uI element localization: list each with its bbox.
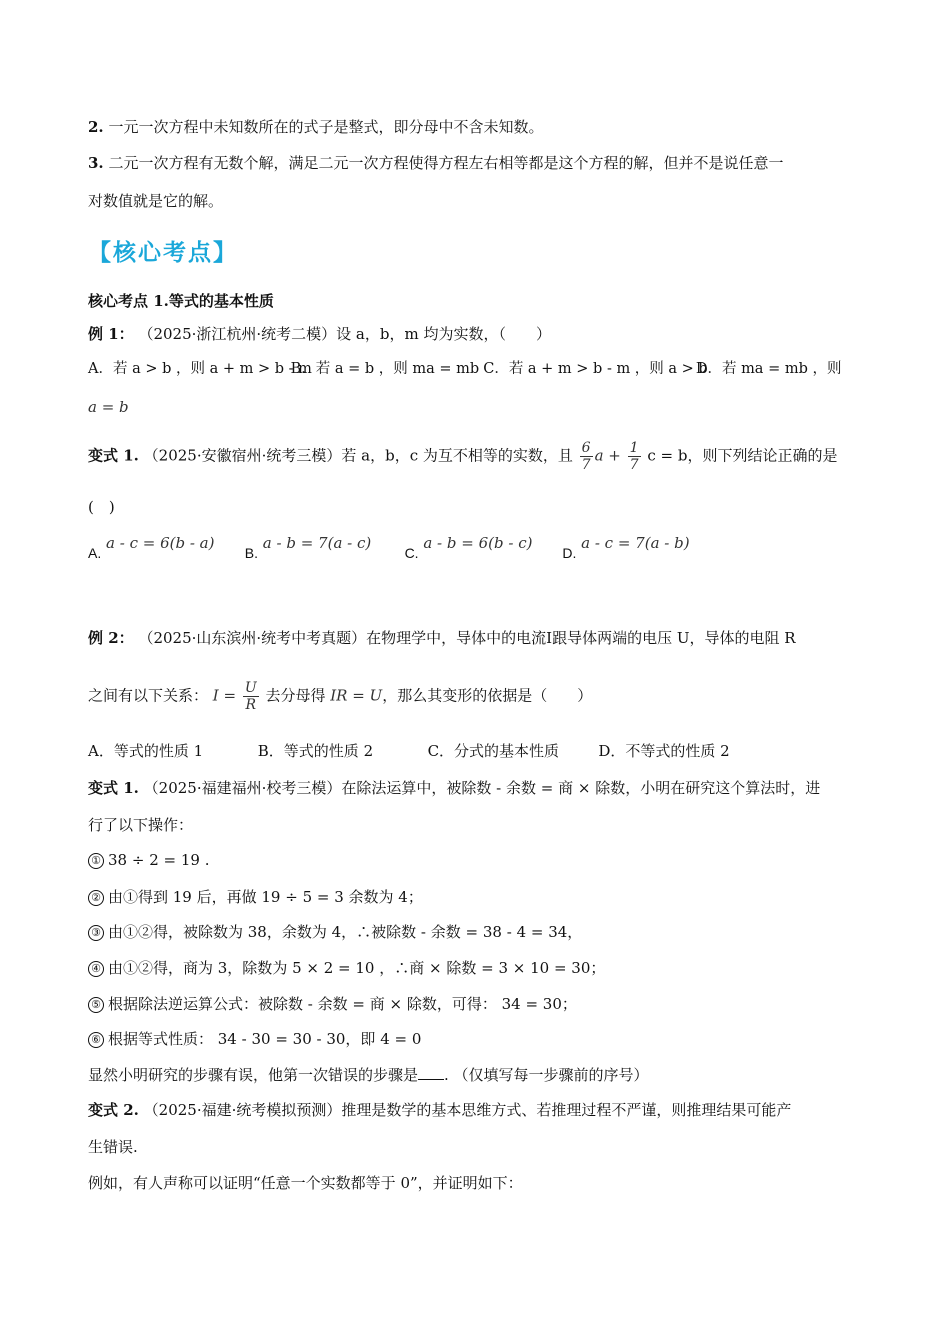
example-1-option-b: B．若 a = b ，则 ma = mb (290, 361, 480, 377)
variant-2-stem-cont: 生错误. (88, 1138, 138, 1156)
variant-1b-stem: 变式 1. （2025·福建福州·校考三模）在除法运算中，被除数 - 余数 = 商 × 除数，小明在研究这个算法时，进 (88, 779, 821, 797)
variant-1-text-b: c = b，则下列结论正确的是 (647, 446, 838, 465)
example-2-option-a: A．等式的性质 1 (88, 742, 204, 760)
variant-1-option-a: A. a - c = 6(b - a) (88, 534, 215, 561)
example-1-options (88, 358, 868, 380)
example-2-option-d: D．不等式的性质 2 (598, 742, 730, 760)
example-1-stem (88, 323, 868, 345)
note-3-cont: 对数值就是它的解。 (88, 192, 224, 210)
variant-2-example: 例如，有人声称可以证明“任意一个实数都等于 0”，并证明如下： (88, 1174, 523, 1192)
topic-heading: 核心考点 1.等式的基本性质 (88, 292, 274, 310)
variant-2-label: 变式 2. (88, 1101, 139, 1119)
example-2-text: （2025·山东滨州·统考中考真题）在物理学中，导体中的电流Ⅰ跟导体两端的电压 U，导体的电阻 R (138, 629, 796, 647)
note-3-text: 二元一次方程有无数个解，满足二元一次方程使得方程左右相等都是这个方程的解，但并不是说任意一 (108, 154, 784, 172)
example-2-option-c: C．分式的基本性质 (427, 742, 560, 760)
example-2-options (88, 740, 868, 762)
answer-blank (418, 1065, 444, 1080)
example-2-line-2: 之间有以下关系： I = $\frac{U}{R}$ 去分母得 IR = U，那么其变形的依据是（ ） (88, 680, 593, 713)
example-1-text: （2025·浙江杭州·统考二模）设 a，b，m 均为实数，（ ） (138, 325, 551, 343)
variant-1-paren: ( ) (88, 498, 115, 516)
variant-1-option-c: C. a - b = 6(b - c) (404, 534, 533, 561)
fraction-one-seventh: $\frac{1}{7}$ (629, 440, 639, 473)
example-1-option-d-cont: a = b (88, 398, 129, 416)
formula-ir-equals-u: IR = U (330, 686, 383, 705)
variant-1-label: 变式 1. (88, 446, 139, 465)
variant-1-text-a: （2025·安徽宿州·统考三模）若 a，b，c 为互不相等的实数，且 (143, 446, 573, 465)
step-4: ④ 由①②得，商为 3，除数为 5 × 2 = 10 ，∴商 × 除数 = 3 × 10 = 30； (88, 957, 868, 979)
note-3-number: 3. (88, 154, 104, 172)
example-1-option-d: D．若 ma = mb ，则 (695, 361, 842, 377)
variant-1b-question: 显然小明研究的步骤有误，他第一次错误的步骤是 . （仅填写每一步骤前的序号） (88, 1066, 649, 1084)
fraction-u-over-r: $\frac{U}{R}$ (244, 680, 257, 713)
formula-i-equals: I = (212, 686, 237, 705)
variant-1-mid: a + (594, 446, 621, 465)
section-title: 【核心考点】 (88, 239, 238, 266)
step-3: ③ 由①②得，被除数为 38，余数为 4，∴被除数 - 余数 = 38 - 4 = 34， (88, 921, 868, 943)
note-2-text: 一元一次方程中未知数所在的式子是整式，即分母中不含未知数。 (108, 118, 544, 136)
variant-1-option-d: D. a - c = 7(a - b) (562, 534, 690, 561)
variant-1-option-b: B. a - b = 7(a - c) (244, 534, 372, 561)
step-5: ⑤ 根据除法逆运算公式：被除数 - 余数 = 商 × 除数，可得： 34 = 30； (88, 993, 868, 1015)
example-1-option-c: C．若 a + m > b - m ，则 a > b (483, 361, 708, 377)
step-6: ⑥ 根据等式性质： 34 - 30 = 30 - 30，即 4 = 0 (88, 1028, 868, 1050)
variant-1-stem (88, 440, 868, 473)
variant-1b-label: 变式 1. (88, 779, 139, 797)
example-2-stem (88, 627, 868, 649)
note-3 (88, 152, 868, 174)
example-1-label: 例 1： (88, 325, 134, 343)
step-1: ① 38 ÷ 2 = 19 . (88, 849, 868, 871)
fraction-six-sevenths: $\frac{6}{7}$ (581, 440, 591, 473)
note-2 (88, 116, 868, 138)
example-1-option-a: A．若 a > b ，则 a + m > b - m (88, 361, 312, 377)
variant-2-stem: 变式 2. （2025·福建·统考模拟预测）推理是数学的基本思维方式、若推理过程不严谨，则推理结果可能产 (88, 1101, 792, 1119)
step-2: ② 由①得到 19 后，再做 19 ÷ 5 = 3 余数为 4； (88, 886, 868, 908)
example-2-label: 例 2： (88, 629, 134, 647)
variant-1b-stem-cont: 行了以下操作： (88, 816, 194, 834)
variant-1-options (88, 532, 868, 564)
example-2-option-b: B．等式的性质 2 (257, 742, 374, 760)
note-2-number: 2. (88, 118, 104, 136)
